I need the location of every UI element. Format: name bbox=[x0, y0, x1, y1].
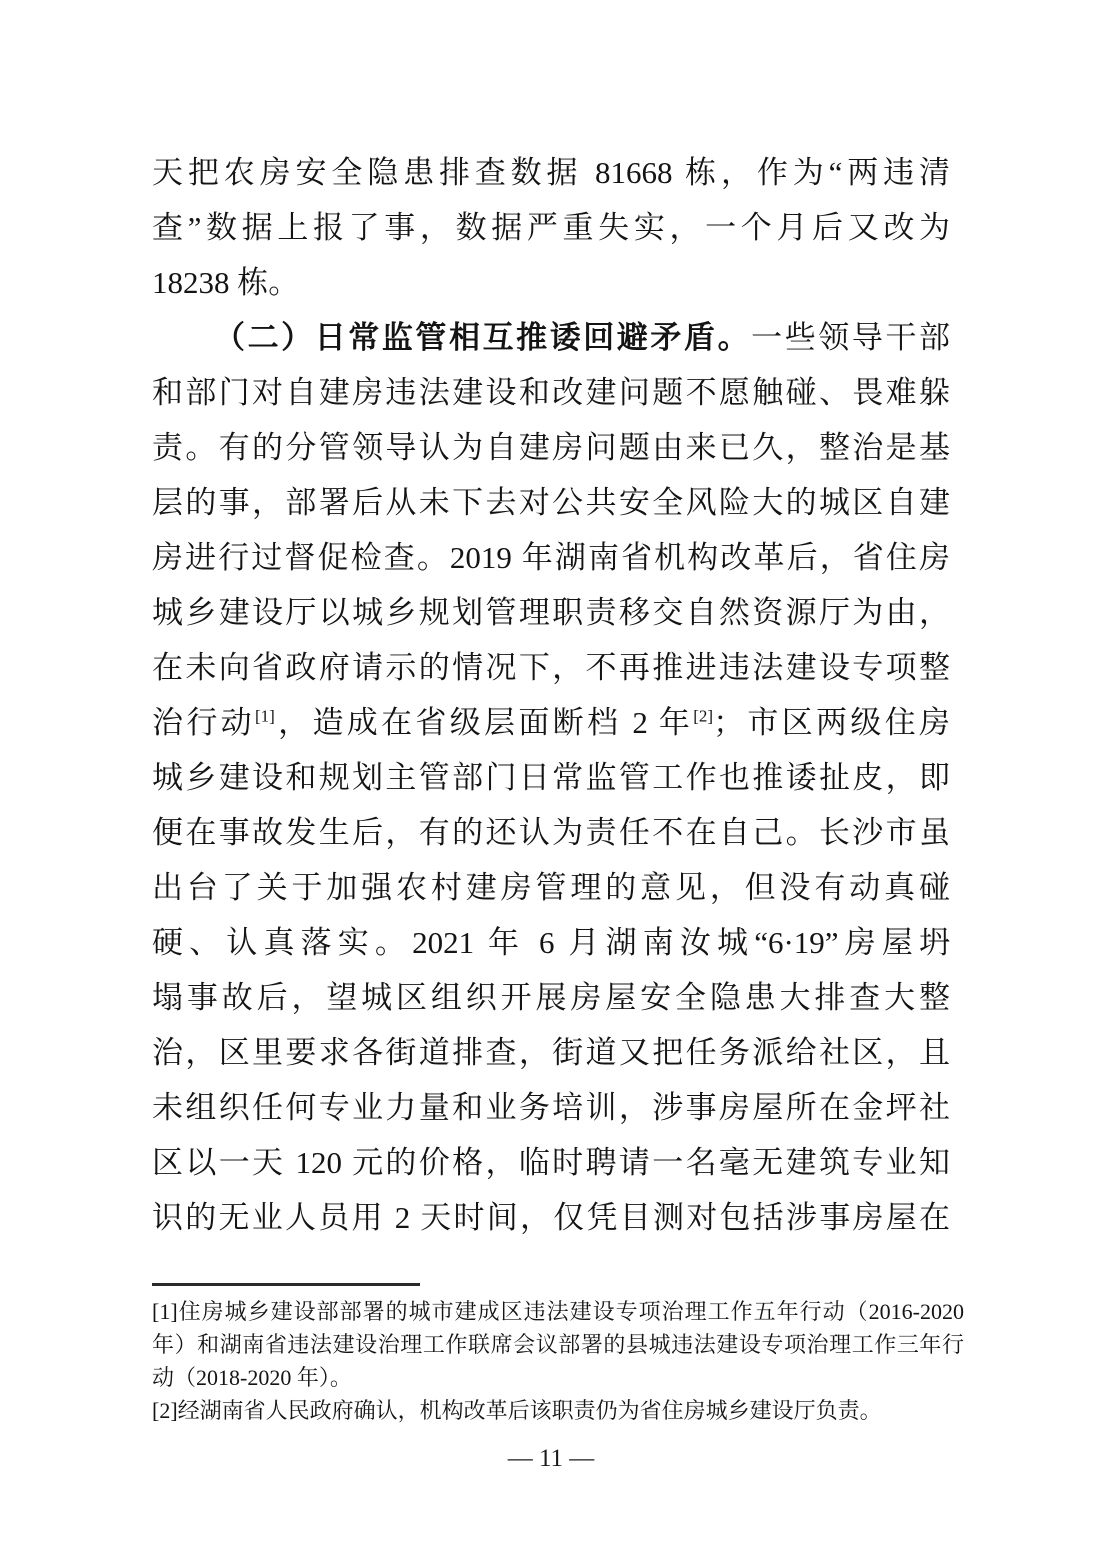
footnote-ref: [2] bbox=[693, 706, 714, 726]
text-segment: 区以一天 120 元的价格，临时聘请一名毫无建筑专业知 bbox=[152, 1145, 950, 1180]
body-text-line bbox=[152, 640, 950, 695]
text-segment: 查”数据上报了事，数据严重失实，一个月后又改为 bbox=[152, 210, 950, 245]
text-segment: 城乡建设厅以城乡规划管理职责移交自然资源厅为由， bbox=[152, 595, 950, 630]
text-segment: 责。有的分管领导认为自建房问题由来已久，整治是基 bbox=[152, 430, 950, 465]
text-segment: 和部门对自建房违法建设和改建问题不愿触碰、畏难躲 bbox=[152, 375, 950, 410]
text-segment: 天把农房安全隐患排查数据 81668 栋，作为“两违清 bbox=[152, 155, 950, 190]
footnote-ref: [1] bbox=[254, 706, 275, 726]
body-text-line bbox=[152, 365, 950, 420]
body-text-line bbox=[152, 420, 950, 475]
footnotes bbox=[152, 1295, 964, 1427]
body-text-line bbox=[152, 585, 950, 640]
footnote-line bbox=[152, 1328, 964, 1361]
body-text-line bbox=[152, 805, 950, 860]
footnote-divider bbox=[152, 1283, 420, 1286]
text-segment: 城乡建设和规划主管部门日常监管工作也推诿扯皮，即 bbox=[152, 760, 950, 795]
text-segment: 识的无业人员用 2 天时间，仅凭目测对包括涉事房屋在 bbox=[152, 1200, 950, 1235]
text-segment: 18238 栋。 bbox=[152, 265, 300, 300]
body-text-line bbox=[152, 1190, 950, 1245]
text-segment: 出台了关于加强农村建房管理的意见，但没有动真碰 bbox=[152, 870, 950, 905]
page-number: — 11 — bbox=[507, 1445, 595, 1472]
body-text-line bbox=[152, 475, 950, 530]
body-text-line bbox=[152, 310, 950, 365]
body-text-line bbox=[152, 530, 950, 585]
text-segment: 便在事故发生后，有的还认为责任不在自己。长沙市虽 bbox=[152, 815, 950, 850]
body-text-line bbox=[152, 200, 950, 255]
text-segment: 动（2018-2020 年）。 bbox=[152, 1365, 352, 1390]
body-text-line bbox=[152, 860, 950, 915]
section-heading-text: （二）日常监管相互推诿回避矛盾。 bbox=[214, 320, 752, 355]
footnote-line bbox=[152, 1361, 964, 1394]
text-segment: ，造成在省级层面断档 2 年 bbox=[274, 705, 694, 740]
text-segment: [1]住房城乡建设部部署的城市建成区违法建设专项治理工作五年行动（2016-2020 bbox=[152, 1299, 964, 1324]
text-segment: ；市区两级住房 bbox=[713, 705, 951, 740]
text-segment: 治行动 bbox=[152, 705, 255, 740]
text-segment: [2]经湖南省人民政府确认，机构改革后该职责仍为省住房城乡建设厅负责。 bbox=[152, 1398, 882, 1423]
text-segment: 未组织任何专业力量和业务培训，涉事房屋所在金坪社 bbox=[152, 1090, 950, 1125]
body-text-line bbox=[152, 750, 950, 805]
body-text-line bbox=[152, 695, 950, 750]
text-segment: 在未向省政府请示的情况下，不再推进违法建设专项整 bbox=[152, 650, 950, 685]
text-segment: 治，区里要求各街道排查，街道又把任务派给社区，且 bbox=[152, 1035, 950, 1070]
body-text-line bbox=[152, 970, 950, 1025]
footnote-line bbox=[152, 1295, 964, 1328]
body-text-line bbox=[152, 1135, 950, 1190]
text-segment: 硬、认真落实。2021 年 6 月湖南汝城“6·19”房屋坍 bbox=[152, 925, 950, 960]
body-text-line bbox=[152, 915, 950, 970]
body-text-line bbox=[152, 1080, 950, 1135]
body-text-line bbox=[152, 255, 950, 310]
text-segment: 层的事，部署后从未下去对公共安全风险大的城区自建 bbox=[152, 485, 950, 520]
body-text-line bbox=[152, 1025, 950, 1080]
text-segment: 房进行过督促检查。2019 年湖南省机构改革后，省住房 bbox=[152, 540, 950, 575]
footnote-line bbox=[152, 1394, 964, 1427]
body-text-line bbox=[152, 145, 950, 200]
body-text bbox=[152, 145, 950, 1245]
text-segment: 塌事故后，望城区组织开展房屋安全隐患大排查大整 bbox=[152, 980, 950, 1015]
text-segment: 年）和湖南省违法建设治理工作联席会议部署的县城违法建设专项治理工作三年行 bbox=[152, 1332, 964, 1357]
text-segment: 一些领导干部 bbox=[751, 320, 951, 355]
